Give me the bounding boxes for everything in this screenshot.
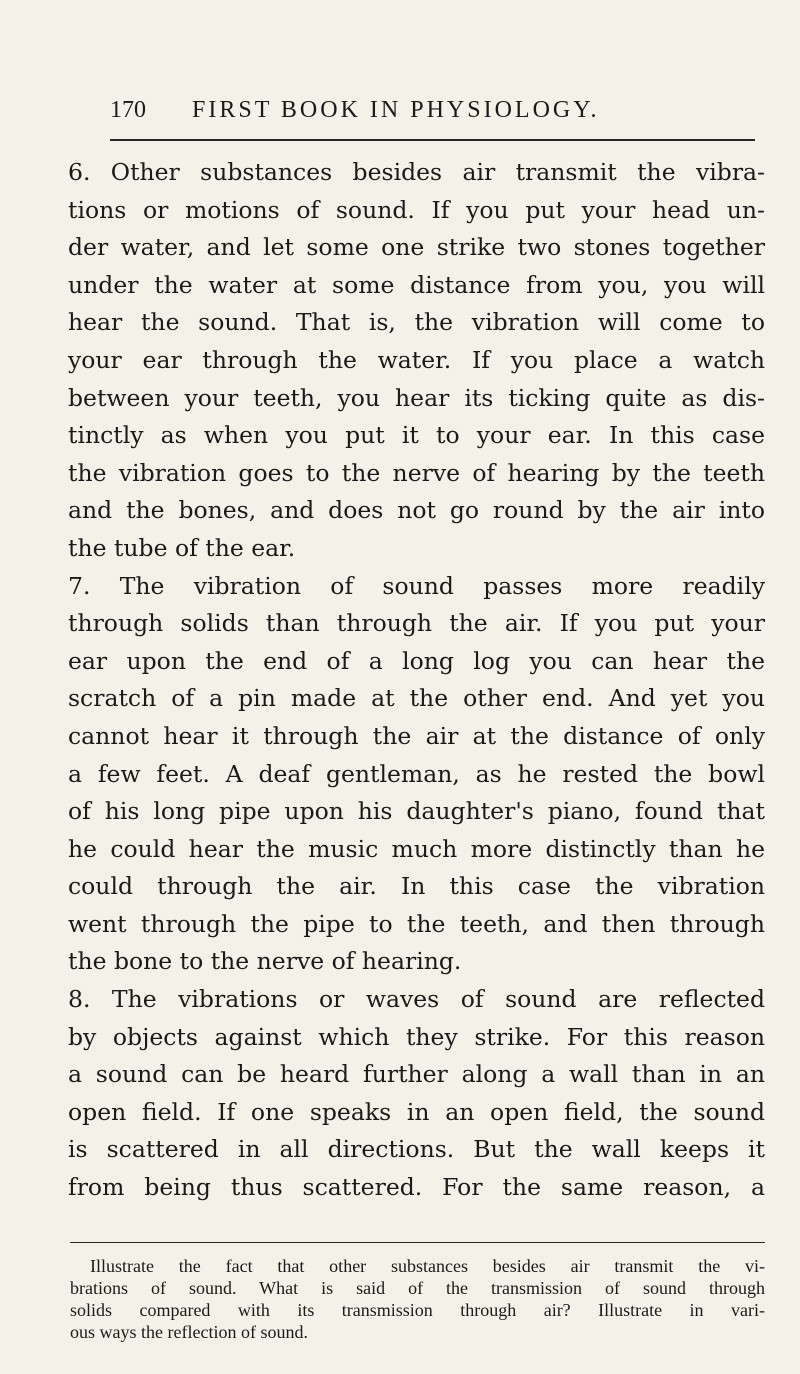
footnote-line: ous ways the reflection of sound. xyxy=(70,1322,308,1342)
text-line: of his long pipe upon his daughter's piano, found that xyxy=(68,797,765,826)
text-line: went through the pipe to the teeth, and then through xyxy=(68,909,765,938)
text-line: the tube of the ear. xyxy=(68,533,296,562)
footnote-line: solids compared with its transmission through air? Illustrate in vari- xyxy=(70,1300,765,1320)
text-line: tinctly as when you put it to your ear. In this case xyxy=(68,421,765,450)
study-questions-footnote xyxy=(70,1255,765,1343)
header-rule xyxy=(110,139,755,141)
text-line: 8. The vibrations or waves of sound are reflected xyxy=(68,985,765,1014)
text-line: and the bones, and does not go round by the air into xyxy=(68,496,765,525)
text-line: a sound can be heard further along a wall than in an xyxy=(68,1060,765,1089)
text-line: hear the sound. That is, the vibration will come to xyxy=(68,308,765,337)
text-line: he could hear the music much more distinctly than he xyxy=(68,834,765,863)
footnote-rule xyxy=(70,1242,765,1243)
text-line: by objects against which they strike. For this reason xyxy=(68,1022,765,1051)
text-line: could through the air. In this case the vibration xyxy=(68,872,765,901)
text-line: your ear through the water. If you place a watch xyxy=(68,345,765,374)
text-line: 6. Other substances besides air transmit the vibra- xyxy=(68,158,765,186)
text-line: a few feet. A deaf gentleman, as he rested the bowl xyxy=(68,759,765,788)
body-text xyxy=(68,154,765,1207)
text-line: ear upon the end of a long log you can hear the xyxy=(68,646,765,675)
text-line: through solids than through the air. If you put your xyxy=(68,609,765,638)
text-line: open field. If one speaks in an open field, the sound xyxy=(68,1097,765,1126)
footnote-line: Illustrate the fact that other substances besides air transmit the vi- xyxy=(90,1256,765,1276)
text-line: the vibration goes to the nerve of hearing by the teeth xyxy=(68,458,765,487)
footnote-line: brations of sound. What is said of the transmission of sound through xyxy=(70,1278,765,1298)
page-number: 170 xyxy=(110,97,146,123)
text-line: is scattered in all directions. But the wall keeps it xyxy=(68,1135,765,1164)
text-line: tions or motions of sound. If you put your head un- xyxy=(68,195,765,224)
text-line: 7. The vibration of sound passes more readily xyxy=(68,571,765,600)
text-line: between your teeth, you hear its ticking quite as dis- xyxy=(68,383,765,412)
text-line: under the water at some distance from you, you will xyxy=(68,270,765,299)
text-line: scratch of a pin made at the other end. And yet you xyxy=(68,684,765,713)
text-line: from being thus scattered. For the same reason, a xyxy=(68,1173,765,1202)
running-title: FIRST BOOK IN PHYSIOLOGY. xyxy=(192,97,600,123)
text-line: the bone to the nerve of hearing. xyxy=(68,947,462,976)
text-line: der water, and let some one strike two stones together xyxy=(68,233,765,262)
text-line: cannot hear it through the air at the distance of only xyxy=(68,721,765,750)
